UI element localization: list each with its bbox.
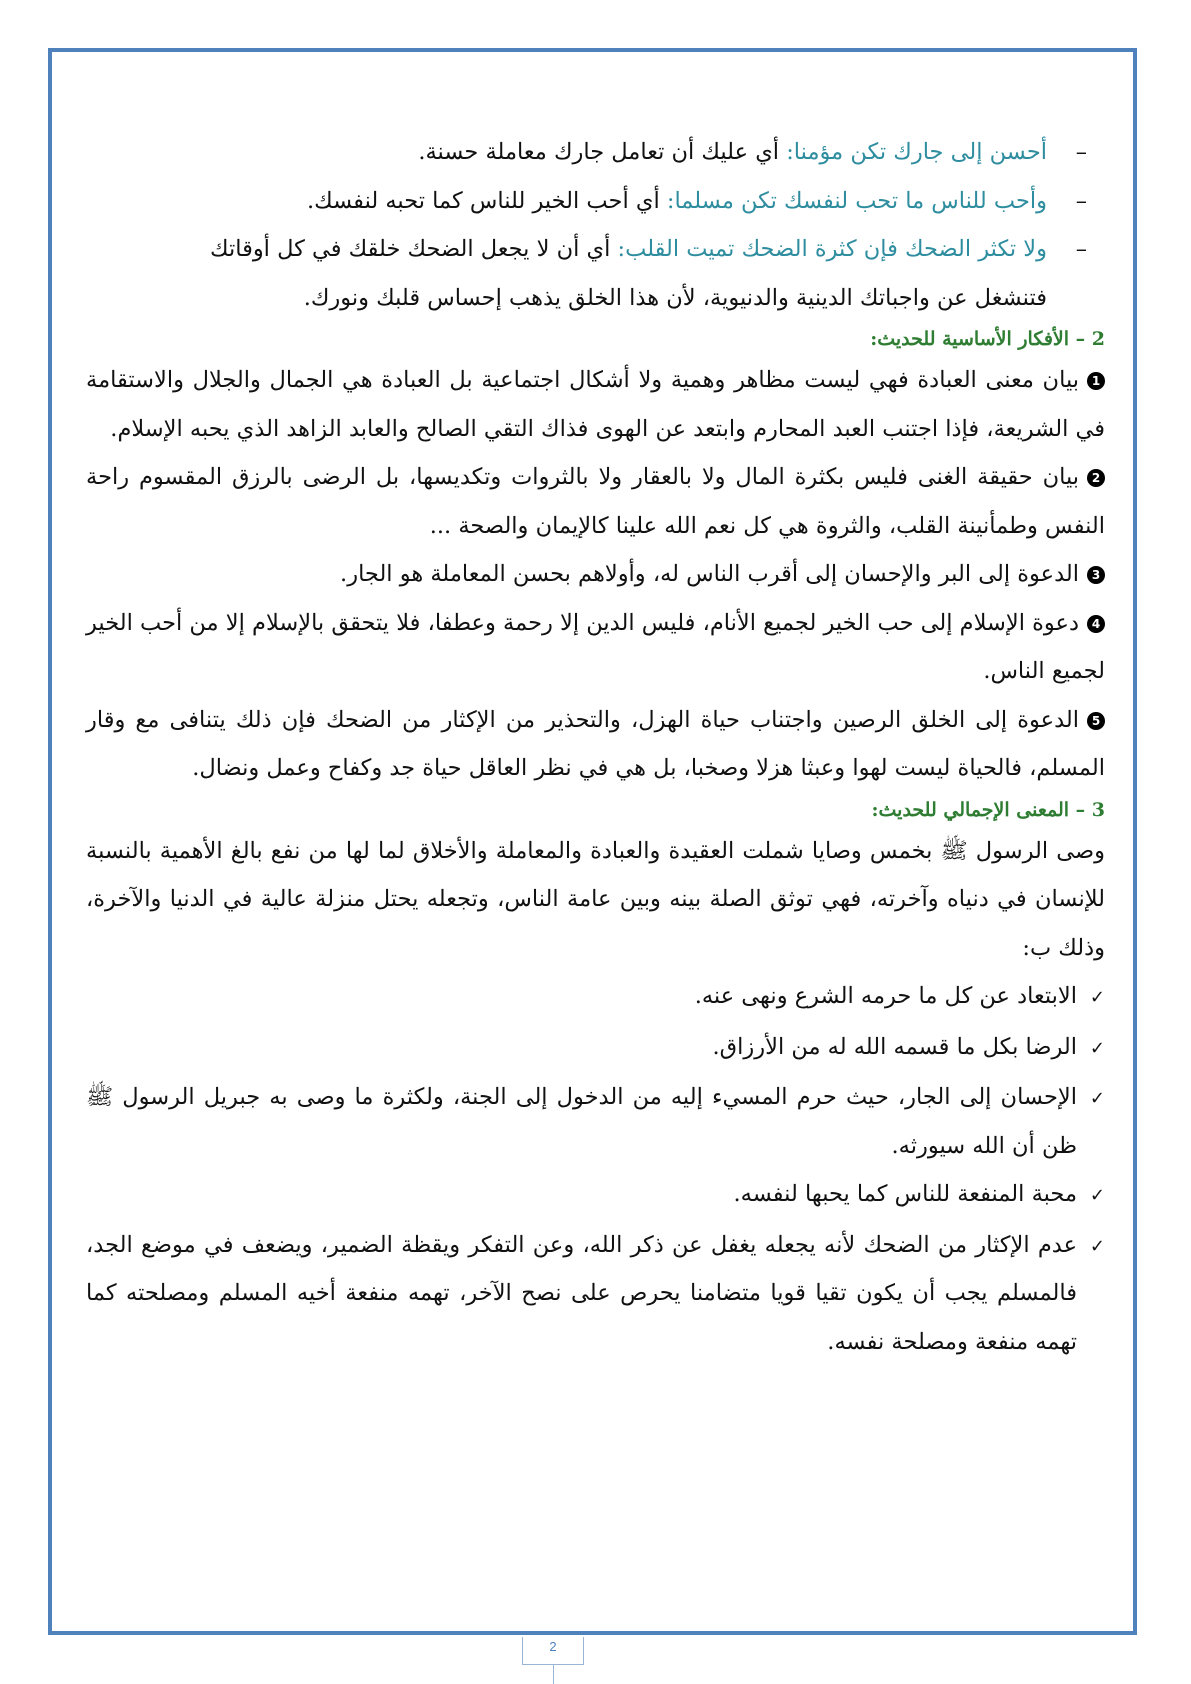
dash-item-body [86,128,1047,177]
check-item-text: محبة المنفعة للناس كما يحبها لنفسه. [733,1181,1077,1207]
numbered-item-text: دعوة الإسلام إلى حب الخير لجميع الأنام، فليس الدين إلا رحمة وعطفا، فلا يتحقق بالإسلام إلا من أحب الخير لجميع الناس. [86,609,1105,684]
numbered-item [86,599,1105,696]
hadith-phrase: أحسن إلى جارك تكن مؤمنا: [786,139,1047,165]
continuation-line: فتنشغل عن واجباتك الدينية والدنيوية، لأن هذا الخلق يذهب إحساس قلبك ونورك. [303,284,1047,311]
number-badge-3: 3 [1087,566,1105,584]
dash-bullet: – [1075,187,1087,214]
check-item [86,1170,1105,1221]
dash-bullet: – [1075,139,1087,165]
page-number: 2 [522,1637,584,1665]
dash-item [86,128,1105,177]
section-heading: 2 – الأفكار الأساسية للحديث: [870,328,1105,350]
check-item [86,972,1105,1023]
number-badge-2: 2 [1087,469,1105,487]
numbered-item [86,550,1105,599]
dash-bullet: – [1075,236,1087,262]
numbered-item [86,696,1105,793]
explanation-text: أي أحب الخير للناس كما تحبه لنفسك. [307,187,667,214]
numbered-item-text: الدعوة إلى البر والإحسان إلى أقرب الناس له، وأولاهم بحسن المعاملة هو الجار. [340,561,1079,587]
numbered-item [86,453,1105,550]
check-item-text: الإحسان إلى الجار، حيث حرم المسيء إليه من الدخول إلى الجنة، ولكثرة ما وصى به جبريل الرسول ﷺ ظن أن الله سيورثه. [86,1084,1077,1159]
number-badge-4: 4 [1087,615,1105,633]
dash-item [86,177,1105,226]
numbered-item-text: بيان حقيقة الغنى فليس بكثرة المال ولا بالعقار ولا بالثروات وتكديسها، بل الرضى بالرزق المقسوم راحة النفس وطمأنينة القلب، والثروة هي كل نعم الله علينا كالإيمان والصحة ... [86,464,1105,539]
checkmark-icon: ✓ [1089,1185,1105,1206]
numbered-item-text: بيان معنى العبادة فهي ليست مظاهر وهمية ولا أشكال اجتماعية بل العبادة هي الجمال والجلال والاستقامة في الشريعة، فإذا اجتنب العبد المحارم وابتعد عن الهوى فذاك التقي الصالح والعابد الزاهد الذي يحبه الإسلام. [86,367,1105,442]
summary-intro: وصى الرسول ﷺ بخمس وصايا شملت العقيدة والعبادة والمعاملة والأخلاق لما لها من نفع بالغ الأهمية بالنسبة للإنسان في دنياه وآخرته، فهي توثق الصلة بينه وبين عامة الناس، وتجعله يحتل منزلة عالية في الدنيا والآخرة، وذلك ب: [86,837,1105,961]
hadith-phrase: وأحب للناس ما تحب لنفسك تكن مسلما: [666,187,1047,214]
page-content [86,128,1105,1366]
check-item [86,1073,1105,1170]
check-item-text: عدم الإكثار من الضحك لأنه يجعله يغفل عن ذكر الله، وعن التفكر ويقظة الضمير، ويضعف في موضع الجد، فالمسلم يجب أن يكون تقيا قويا متضامنا يحرص على نصح الآخر، تهمه منفعة أخيه المسلم ومصلحته كما تهمه منفعة ومصلحة نفسه. [86,1231,1077,1355]
checkmark-icon: ✓ [1089,1037,1105,1059]
dash-item [86,225,1105,274]
dash-item-body [86,177,1047,226]
numbered-item [86,356,1105,453]
checkmark-icon: ✓ [1089,987,1105,1008]
check-item [86,1221,1105,1367]
check-item [86,1023,1105,1074]
number-badge-5: 5 [1087,712,1105,730]
check-item-text: الرضا بكل ما قسمه الله له من الأرزاق. [712,1033,1077,1060]
number-badge-1: 1 [1087,372,1105,390]
hadith-phrase: ولا تكثر الضحك فإن كثرة الضحك تميت القلب: [617,236,1047,262]
check-item-text: الابتعاد عن كل ما حرمه الشرع ونهى عنه. [694,983,1077,1009]
checkmark-icon: ✓ [1089,1088,1105,1109]
numbered-item-text: الدعوة إلى الخلق الرصين واجتناب حياة الهزل، والتحذير من الإكثار من الضحك فإن ذلك يتنافى مع وقار المسلم، فالحياة ليست لهوا وعبثا هزلا وصخبا، بل هي في نظر العاقل حياة جد وكفاح وعمل ونضال. [86,706,1105,781]
dash-item-body [86,225,1047,274]
explanation-text: أي عليك أن تعامل جارك معاملة حسنة. [418,139,787,165]
page-number-stem [553,1665,554,1684]
explanation-text: أي أن لا يجعل الضحك خلقك في كل أوقاتك [209,236,618,262]
checkmark-icon: ✓ [1089,1235,1105,1257]
section-heading: 3 – المعنى الإجمالي للحديث: [871,798,1105,821]
